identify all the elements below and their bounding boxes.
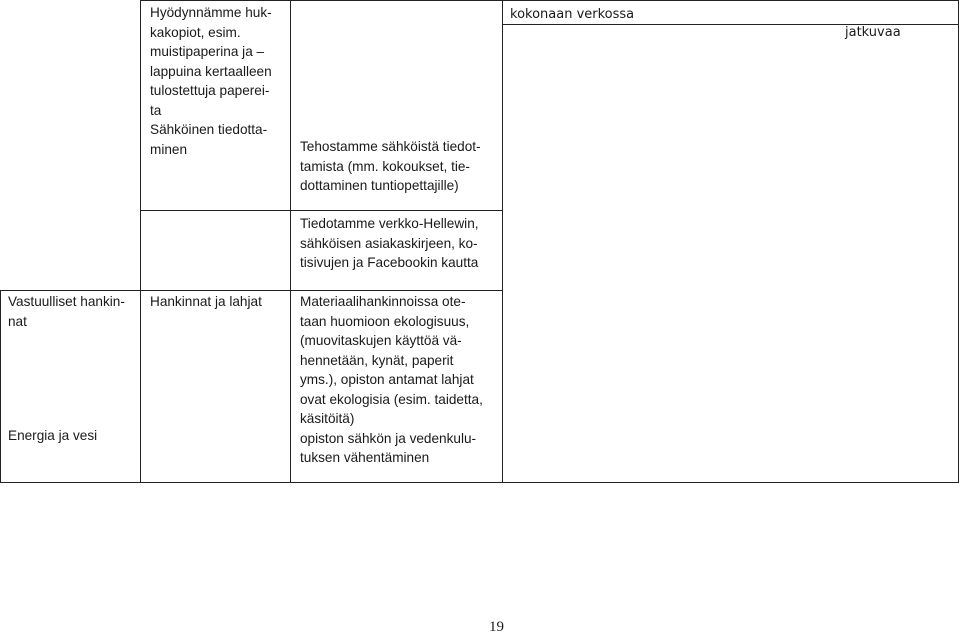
grid-line bbox=[0, 290, 1, 482]
cell-material-purchases: Materiaalihankinnoissa ote- taan huomioon ekologisuus, (muovitaskujen käyttöä vä- hennetään, kynät, paperit yms.), opiston antamat lahjat ovat ekologisia (esim. taidetta, käsitöitä) opiston sähkön ja vedenkulu- tuksen vähentäminen bbox=[300, 294, 483, 465]
cell-paper-reuse-note: Hyödynnämme huk- kakopiot, esim. muistipaperina ja – lappuina kertaalleen tulostettuja paperei- ta Sähköinen tiedotta- minen bbox=[150, 5, 272, 157]
cell-info-channels: Tiedotamme verkko-Hellewin, sähköisen asiakaskirjeen, ko- tisivujen ja Facebookin kautta bbox=[300, 216, 479, 270]
grid-line bbox=[958, 0, 959, 482]
page-number: 19 bbox=[489, 619, 504, 635]
grid-line bbox=[502, 0, 503, 482]
cell-purchases-gifts: Hankinnat ja lahjat bbox=[150, 294, 262, 309]
cell-ongoing: jatkuvaa bbox=[845, 25, 901, 40]
grid-line bbox=[140, 0, 959, 1]
grid-line bbox=[0, 482, 959, 483]
grid-line bbox=[0, 290, 502, 291]
grid-line bbox=[140, 210, 502, 211]
cell-energy-water: Energia ja vesi bbox=[8, 428, 98, 443]
cell-fully-online: kokonaan verkossa bbox=[510, 7, 635, 22]
cell-electronic-info-action: Tehostamme sähköistä tiedot- tamista (mm. kokoukset, tie- dottaminen tuntiopettajille) bbox=[300, 139, 481, 193]
cell-responsible-procurement: Vastuulliset hankin- nat bbox=[8, 294, 125, 329]
grid-line bbox=[140, 0, 141, 482]
grid-line bbox=[290, 0, 291, 482]
